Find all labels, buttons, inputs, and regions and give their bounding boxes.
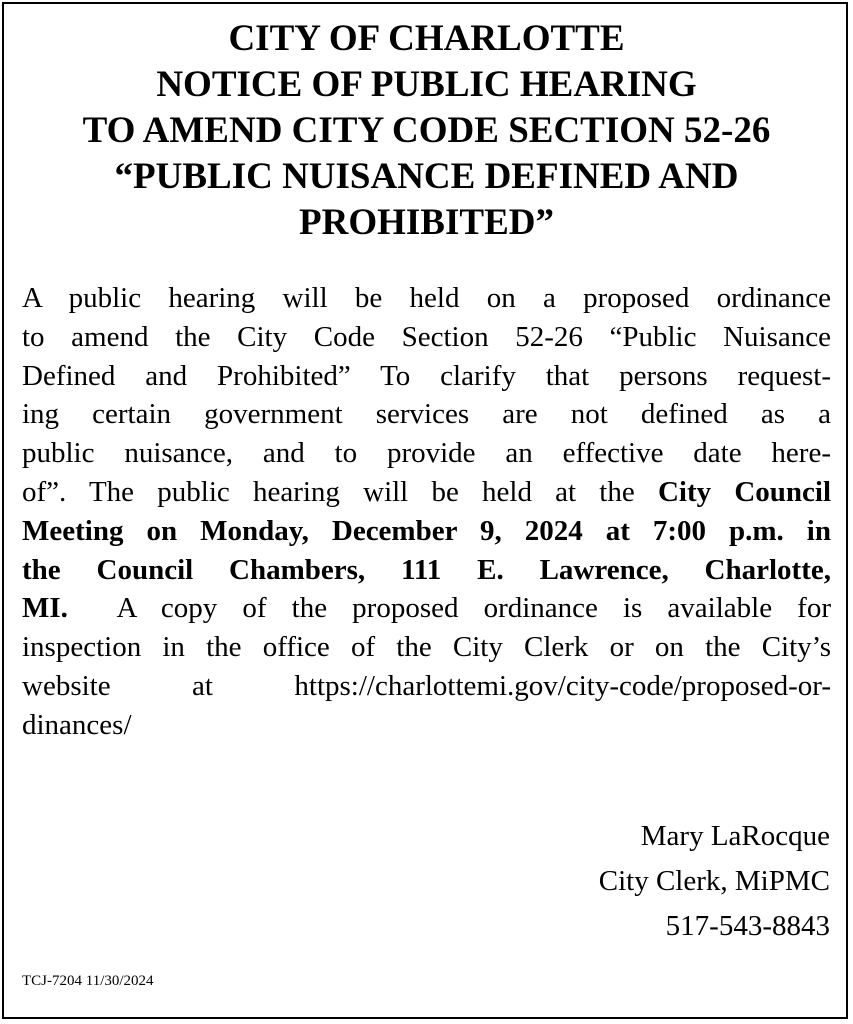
notice-headline [0,16,853,246]
body-line-10: inspection in the office of the City Clerk or on the City’s [22,631,831,664]
body-line-9 [22,589,831,628]
body-line-8 [22,551,831,590]
meeting-date-text: Meeting on Monday, December 9, 2024 at 7:00 p.m. in [22,514,831,547]
body-line-11: website at https://charlottemi.gov/city-code/proposed-or- [22,669,831,702]
clerk-name: Mary LaRocque [640,820,830,852]
clerk-title: City Clerk, MiPMC [598,865,830,897]
headline-line-5: PROHIBITED” [299,202,554,243]
body-line-2: to amend the City Code Section 52-26 “Public Nuisance [22,320,831,353]
notice-body [22,279,831,745]
body-line-6-plain: of”. The public hearing will be held at the [22,475,658,508]
headline-line-2: NOTICE OF PUBLIC HEARING [156,64,697,105]
body-line-5: public nuisance, and to provide an effective date here- [22,437,831,470]
body-line-9-plain: A copy of the proposed ordinance is available for [67,592,831,625]
meeting-name-text: City Council [657,475,832,508]
meeting-state-text: MI. [22,592,68,625]
headline-line-1: CITY OF CHARLOTTE [228,18,625,59]
body-line-12: dinances/ [22,708,132,741]
signature-block [599,814,830,949]
headline-line-4: “PUBLIC NUISANCE DEFINED AND [114,156,739,197]
publication-code: TCJ-7204 11/30/2024 [22,973,154,989]
clerk-phone: 517-543-8843 [665,910,830,942]
headline-line-3: TO AMEND CITY CODE SECTION 52-26 [82,110,771,151]
body-line-7 [22,512,831,551]
body-line-4: ing certain government services are not defined as a [22,398,831,431]
body-line-1: A public hearing will be held on a proposed ordinance [22,282,831,314]
meeting-location-text: the Council Chambers, 111 E. Lawrence, Charlotte, [22,553,831,586]
body-line-3: Defined and Prohibited” To clarify that persons request- [22,359,831,392]
body-line-6 [22,473,831,512]
